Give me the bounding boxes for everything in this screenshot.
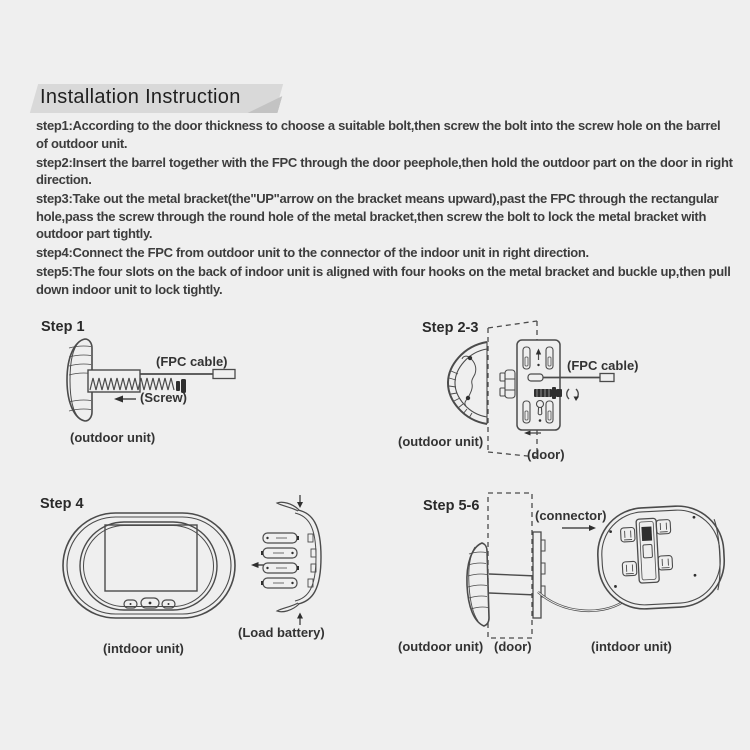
rotate-screw-arrow-icon (567, 389, 579, 401)
door-outline-drawing (488, 493, 532, 638)
fpc-connector-drawing (600, 374, 614, 382)
load-battery-label: (Load battery) (238, 625, 325, 640)
outdoor-unit-label: (outdoor unit) (70, 430, 156, 445)
connector-label: (connector) (535, 508, 607, 523)
indoor-unit-label: (intdoor unit) (591, 639, 672, 654)
fpc-cable-label: (FPC cable) (567, 358, 639, 373)
step4-panel (36, 494, 358, 664)
outdoor-unit-drawing (467, 543, 489, 626)
instruction-step-4: step4:Connect the FPC from outdoor unit to the connector of the indoor unit in right direction. (36, 245, 589, 260)
fpc-cable-drawing (543, 374, 614, 382)
page-title: Installation Instruction (40, 86, 241, 108)
instruction-step-5: step5:The four slots on the back of indoor unit is aligned with four hooks on the metal bracket and buckle up,then pull down indoor unit to lock tightly. (36, 264, 731, 297)
instructions-section (36, 117, 733, 300)
step1-panel (36, 316, 298, 456)
indoor-unit-label: (intdoor unit) (103, 641, 184, 656)
connector-drawing (641, 526, 652, 541)
battery-insert-arrow-icon (251, 562, 264, 568)
step23-panel (395, 316, 740, 468)
step56-heading: Step 5-6 (423, 498, 480, 514)
keyhole-drawing (537, 401, 544, 422)
indoor-unit-back-drawing (595, 504, 726, 611)
batteries-drawing (261, 533, 299, 588)
bracket-edge-drawing (533, 532, 545, 618)
instruction-step-3: step3:Take out the metal bracket(the"UP"arrow on the bracket means upward),past the FPC through the rectangular hole,pass the screw through the round hole of the metal bracket,then screw the bolt to lock the metal bracket with outdoor part tightly. (36, 191, 719, 241)
screw-direction-arrow-icon (114, 396, 136, 403)
instruction-step-1: step1:According to the door thickness to choose a suitable bolt,then screw the bolt into the screw hole on the barrel of outdoor unit. (36, 118, 721, 151)
screw-label: (Screw) (140, 390, 187, 405)
outdoor-unit-label: (outdoor unit) (398, 434, 484, 449)
indoor-unit-front-drawing (63, 513, 235, 618)
fpc-cable-drawing (140, 370, 235, 379)
bolt-drawing (534, 387, 562, 399)
step56-panel (395, 490, 740, 662)
up-arrow-icon (536, 349, 541, 367)
door-label: (door) (527, 447, 565, 462)
door-label: (door) (494, 639, 532, 654)
fpc-connector-drawing (213, 370, 235, 379)
outdoor-unit-drawing (448, 342, 487, 424)
instruction-step-2: step2:Insert the barrel together with the FPC through the door peephole,then hold the outdoor part on the door in right direction. (36, 154, 733, 187)
barrel-drawing (489, 574, 537, 595)
connector-pointer-arrow-icon (562, 525, 596, 531)
outdoor-unit-label: (outdoor unit) (398, 639, 484, 654)
step4-heading: Step 4 (40, 496, 84, 512)
metal-bracket-drawing (517, 340, 562, 430)
rectangular-hole-drawing (528, 374, 543, 381)
battery-cover-drawing (277, 502, 321, 611)
screen-drawing (105, 525, 197, 591)
fpc-cable-label: (FPC cable) (156, 354, 228, 369)
door-pointer-arrow-icon (524, 431, 541, 436)
barrel-end-drawing (500, 370, 515, 398)
step1-heading: Step 1 (41, 319, 85, 335)
step23-heading: Step 2-3 (422, 320, 479, 336)
